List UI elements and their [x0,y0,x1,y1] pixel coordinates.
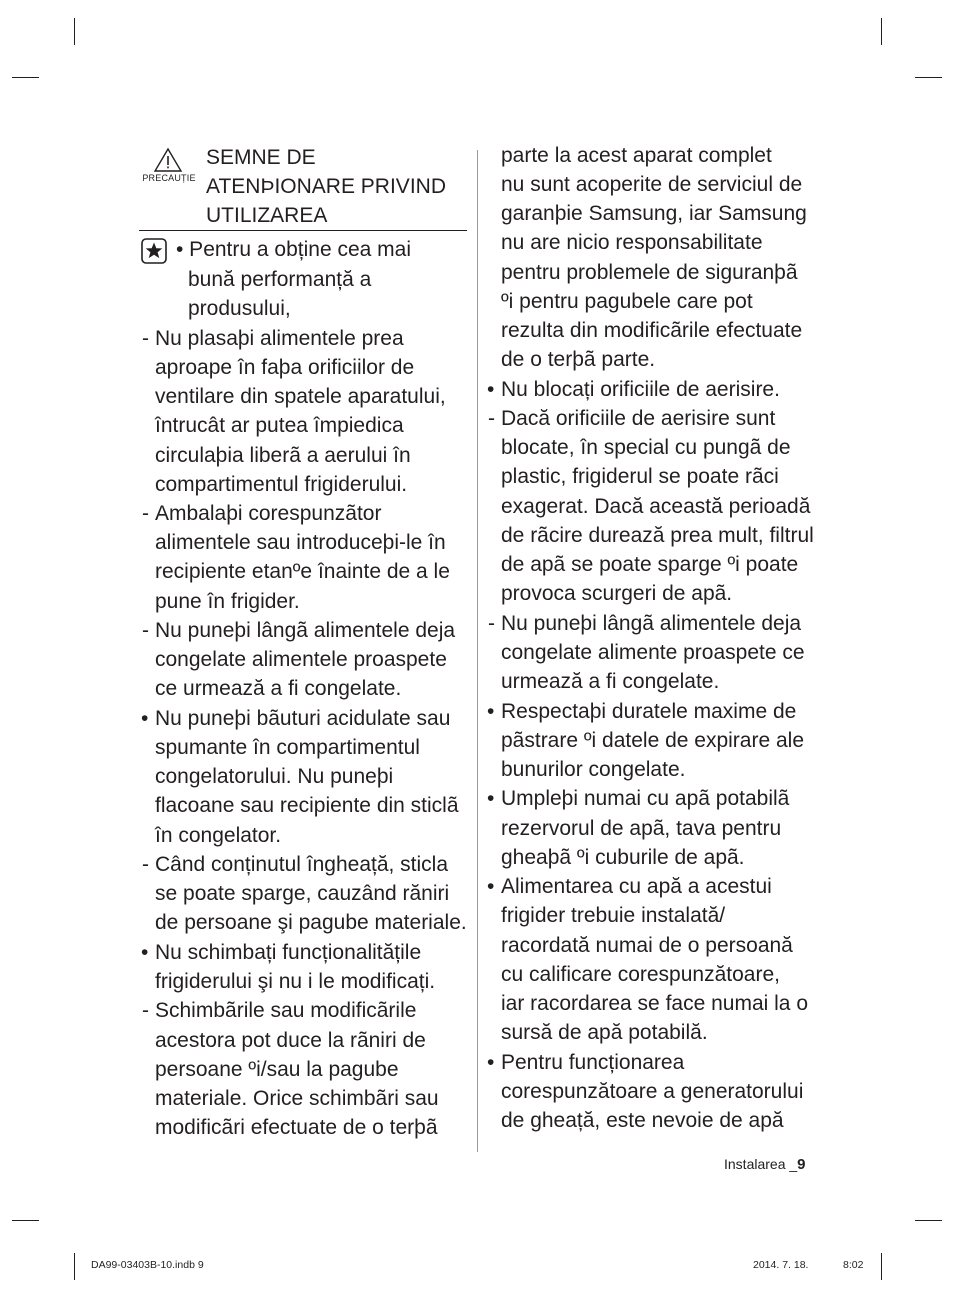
text-line: produsului, [188,297,291,320]
text-line: Umpleþi numai cu apã potabilã [501,787,790,810]
bullet-marker: • [141,941,149,964]
text-line: gheaþã ºi cuburile de apã. [501,846,745,869]
text-line: racordată numai de o persoană [501,934,793,957]
text-line: Nu puneþi lângã alimentele deja [501,612,802,635]
text-line: congelate alimentele proaspete [155,648,447,671]
dash-marker: - [142,999,149,1022]
text-line: Alimentarea cu apă a acestui [501,875,772,898]
section-title [206,143,468,230]
caution-label: PRECAUȚIE [142,173,196,183]
text-line: Ambalaþi corespunzãtor [155,502,382,525]
section-header [139,143,467,231]
text-line: Nu schimbați funcționalitățile [155,941,422,964]
text-line: de o terþã parte. [501,348,656,371]
print-date: 2014. 7. 18. [753,1259,809,1271]
text-line: bună performanță a [188,268,372,291]
text-line: provoca scurgeri de apã. [501,582,733,605]
bullet-marker: • [487,700,495,723]
text-line: congelatorului. Nu puneþi [155,765,394,788]
text-line: urmează a fi congelate. [501,670,720,693]
dash-marker: - [142,502,149,525]
text-line: ºi pentru pagubele care pot [501,290,753,313]
text-line: corespunzătoare a generatorului [501,1080,804,1103]
text-line: • Pentru a obține cea mai [176,238,411,261]
text-line: rezervorul de apã, tava pentru [501,817,782,840]
page-number: 9 [797,1156,806,1173]
text-line: persoane ºi/sau la pagube [155,1058,399,1081]
text-line: pãstrare ºi datele de expirare ale [501,729,805,752]
bullet-marker: • [487,1051,495,1074]
text-line: frigiderului şi nu i le modificați. [155,970,436,993]
text-line: alimentele sau introduceþi-le în [155,531,446,554]
text-line: de apã se poate sparge ºi poate [501,553,799,576]
star-note-icon [141,238,167,264]
text-line: recipiente etanºe înainte de a le [155,560,450,583]
text-line: pune în frigider. [155,590,300,613]
text-line: garanþie Samsung, iar Samsung [501,202,807,225]
text-line: rezulta din modificãrile efectuate [501,319,803,342]
bullet-marker: • [487,875,495,898]
text-line: întrucât ar putea împiedica [155,414,404,437]
crop-mark [74,18,75,45]
text-line: blocate, în special cu pungã de [501,436,791,459]
text-line: de persoane şi pagube materiale. [155,911,467,934]
print-time: 8:02 [843,1259,864,1271]
text-line: Dacă orificiile de aerisire sunt [501,407,776,430]
text-line: exagerat. Dacă această perioadă [501,495,811,518]
text-line: acestora pot duce la rãniri de [155,1029,426,1052]
text-line: de gheață, este nevoie de apă [501,1109,784,1132]
text-line: parte la acest aparat complet [501,144,772,167]
crop-mark [74,1253,75,1280]
text-line: compartimentul frigiderului. [155,473,408,496]
text-line: ventilare din spatele aparatului, [155,385,446,408]
text-line: flacoane sau recipiente din sticlã [155,794,459,817]
column-divider [477,150,478,1152]
page-footer [724,1156,806,1173]
crop-mark [915,1220,942,1221]
text-line: în congelator. [155,824,282,847]
text-line: iar racordarea se face numai la o [501,992,808,1015]
dash-marker: - [142,853,149,876]
crop-mark [881,18,882,45]
text-line: Nu plasaþi alimentele prea [155,327,404,350]
bullet-marker: • [141,707,149,730]
text-line: nu are nicio responsabilitate [501,231,763,254]
text-line: sursă de apă potabilă. [501,1021,708,1044]
crop-mark [12,77,39,78]
title-line: SEMNE DE [206,146,316,169]
warning-triangle-icon [153,147,183,173]
dash-marker: - [488,612,495,635]
section-name: Instalarea _ [724,1156,798,1172]
text-line: Când conținutul îngheață, sticla [155,853,449,876]
dash-marker: - [142,619,149,642]
text-line: bunurilor congelate. [501,758,686,781]
text-line: Pentru funcționarea [501,1051,685,1074]
text-line: Nu blocați orificiile de aerisire. [501,378,780,401]
dash-marker: - [488,407,495,430]
text-line: ce urmează a fi congelate. [155,677,402,700]
text-line: congelate alimente proaspete ce [501,641,805,664]
text-line: Schimbãrile sau modificãrile [155,999,417,1022]
text-line: spumante în compartimentul [155,736,420,759]
title-line: UTILIZAREA [206,204,328,227]
text-line: Nu puneþi lângã alimentele deja [155,619,456,642]
title-line: ATENÞIONARE PRIVIND [206,175,446,198]
text-line: de rãcire durează prea mult, filtrul [501,524,814,547]
bullet-marker: • [487,378,495,401]
text-line: se poate sparge, cauzând răniri [155,882,450,905]
dash-marker: - [142,327,149,350]
text-line: circulaþia liberã a aerului în [155,444,411,467]
text-line: aproape în faþa orificiilor de [155,356,415,379]
text-line: Nu puneþi bãuturi acidulate sau [155,707,451,730]
text-line: frigider trebuie instalată/ [501,904,726,927]
text-line: modificãri efectuate de o terþã [155,1116,438,1139]
text-line: plastic, frigiderul se poate rãci [501,465,779,488]
text-line: pentru problemele de siguranþã [501,261,798,284]
crop-mark [881,1253,882,1280]
crop-mark [915,77,942,78]
bullet-marker: • [487,787,495,810]
crop-mark [12,1220,39,1221]
print-file-name: DA99-03403B-10.indb 9 [91,1259,204,1271]
text-line: cu calificare corespunzătoare, [501,963,780,986]
text-line: materiale. Orice schimbãri sau [155,1087,439,1110]
text-line: Respectaþi duratele maxime de [501,700,797,723]
text-line: nu sunt acoperite de serviciul de [501,173,803,196]
